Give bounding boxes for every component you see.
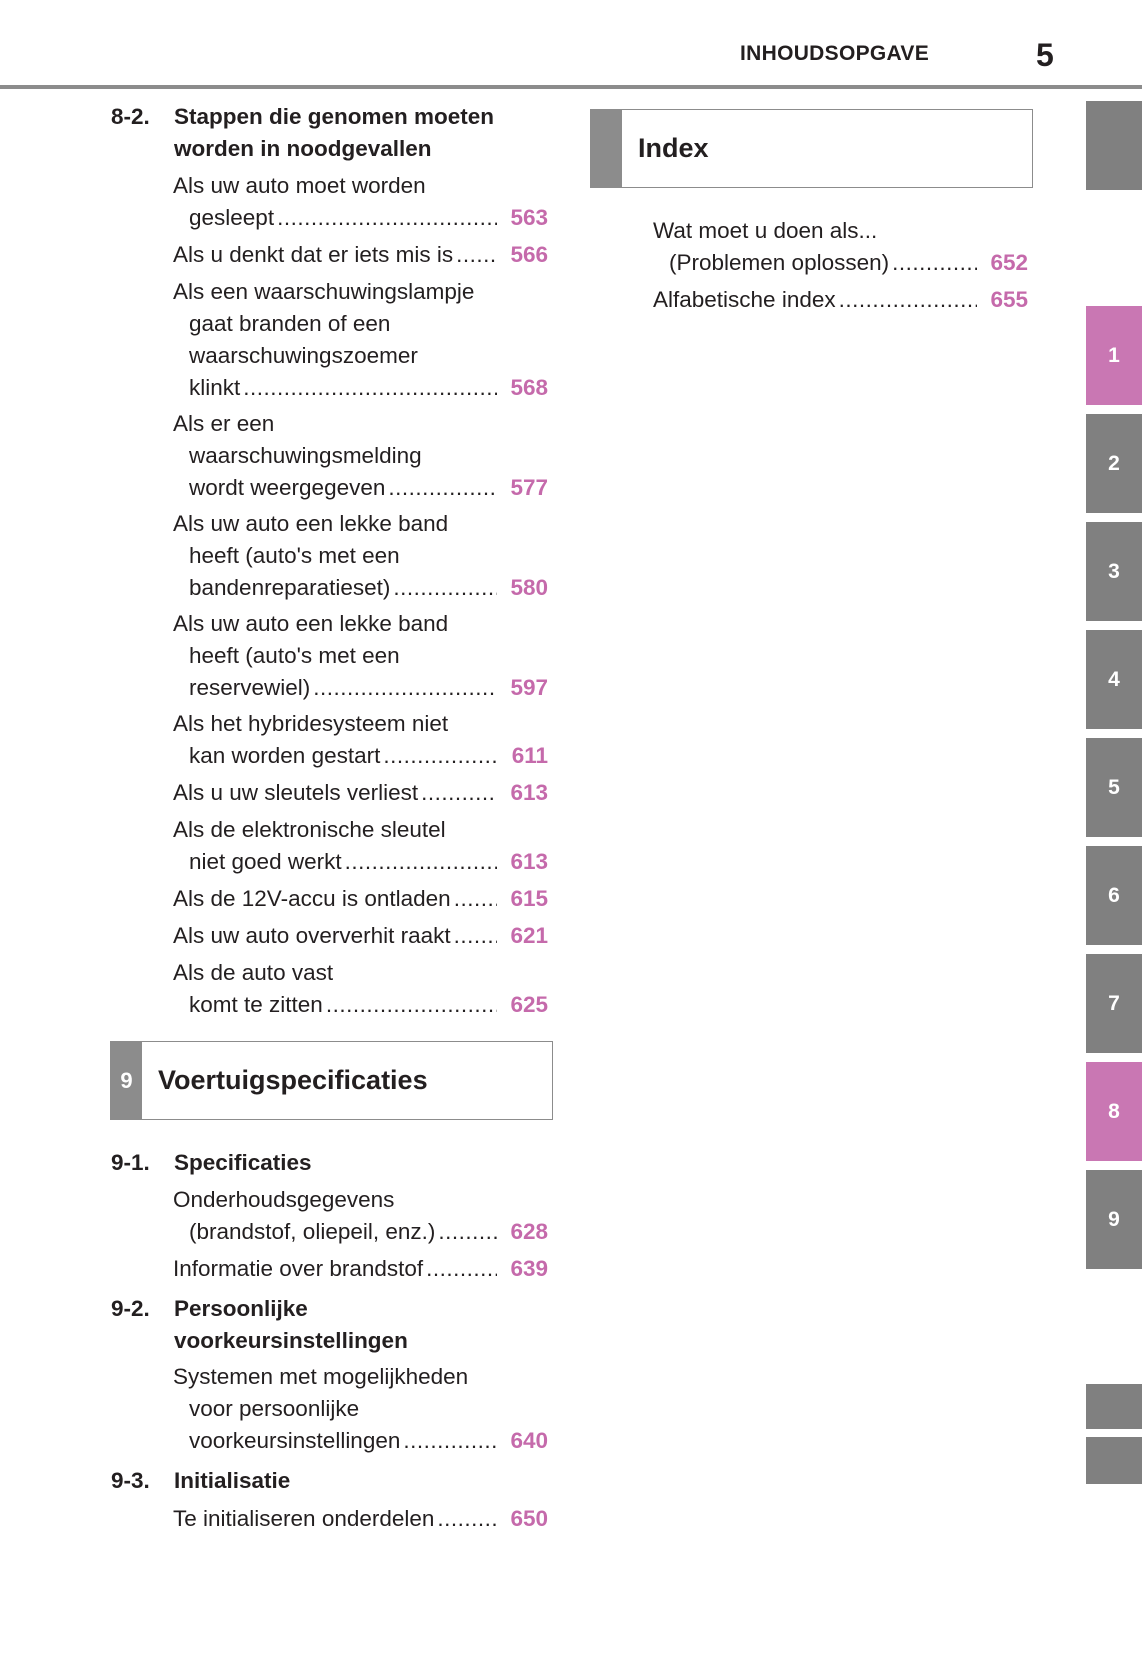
- dot-leader: [437, 1503, 497, 1535]
- entry-text: reservewiel): [189, 675, 311, 700]
- entry-text: Als u denkt dat er iets mis is: [173, 242, 454, 267]
- entry-text: (Problemen oplossen): [669, 250, 890, 275]
- section-heading-9-3[interactable]: [111, 1465, 561, 1497]
- chapter-number: 9: [111, 1042, 142, 1119]
- entry-text: Als de 12V-accu is ontladen: [173, 886, 451, 911]
- page-ref[interactable]: 652: [990, 250, 1028, 275]
- entry-text: (brandstof, oliepeil, enz.): [189, 1219, 436, 1244]
- entry-text: Als een waarschuwingslampje: [173, 279, 475, 304]
- header-rule: [0, 85, 1142, 89]
- dot-leader: [243, 372, 497, 404]
- entry-text: wordt weergegeven: [189, 475, 386, 500]
- dot-leader: [454, 883, 497, 915]
- entry-text: Informatie over brandstof: [173, 1256, 424, 1281]
- side-tab-3[interactable]: 3: [1086, 522, 1142, 621]
- toc-entry[interactable]: [173, 920, 548, 952]
- entry-text: bandenreparatieset): [189, 575, 391, 600]
- side-tab-index-1[interactable]: [1086, 1384, 1142, 1429]
- page-ref[interactable]: 597: [510, 675, 548, 700]
- entry-text: waarschuwingszoemer: [189, 343, 418, 368]
- dot-leader: [421, 777, 497, 809]
- toc-entry[interactable]: [173, 814, 548, 878]
- page-ref[interactable]: 613: [510, 780, 548, 805]
- page-ref[interactable]: 650: [510, 1506, 548, 1531]
- index-title: Index: [638, 133, 709, 163]
- toc-entry[interactable]: [173, 708, 548, 772]
- toc-entry[interactable]: [653, 215, 1028, 279]
- index-box-bar: [591, 110, 622, 187]
- toc-entry[interactable]: [173, 1361, 548, 1457]
- side-tab-4[interactable]: 4: [1086, 630, 1142, 729]
- page-ref[interactable]: 577: [510, 475, 548, 500]
- side-tab-8[interactable]: 8: [1086, 1062, 1142, 1161]
- toc-entry[interactable]: [173, 408, 548, 504]
- toc-entry[interactable]: [173, 1253, 548, 1285]
- toc-entry[interactable]: [173, 1503, 548, 1535]
- toc-entry[interactable]: [173, 239, 548, 271]
- section-number: 9-1.: [111, 1150, 150, 1175]
- entry-text: Onderhoudsgegevens: [173, 1187, 395, 1212]
- entry-text: Als uw auto een lekke band: [173, 511, 449, 536]
- page-ref[interactable]: 566: [510, 242, 548, 267]
- section-title: Persoonlijke voorkeursinstellingen: [174, 1296, 408, 1353]
- dot-leader: [426, 1253, 497, 1285]
- chapter-title: Voertuigspecificaties: [158, 1065, 428, 1095]
- side-tab-2[interactable]: 2: [1086, 414, 1142, 513]
- entry-text: waarschuwingsmelding: [189, 443, 422, 468]
- side-tab-5[interactable]: 5: [1086, 738, 1142, 837]
- dot-leader: [454, 920, 497, 952]
- dot-leader: [326, 989, 497, 1021]
- dot-leader: [313, 672, 497, 704]
- entry-text: Als uw auto een lekke band: [173, 611, 449, 636]
- toc-entry[interactable]: [173, 957, 548, 1021]
- entry-text: Te initialiseren onderdelen: [173, 1506, 435, 1531]
- dot-leader: [277, 202, 497, 234]
- dot-leader: [438, 1216, 497, 1248]
- dot-leader: [403, 1425, 497, 1457]
- section-heading-9-1[interactable]: [111, 1147, 561, 1179]
- entry-text: gaat branden of een: [189, 311, 391, 336]
- toc-entry[interactable]: [173, 608, 548, 704]
- page-ref[interactable]: 568: [510, 375, 548, 400]
- toc-entry[interactable]: [173, 777, 548, 809]
- page-ref[interactable]: 640: [510, 1428, 548, 1453]
- entry-text: Als de auto vast: [173, 960, 334, 985]
- entry-text: komt te zitten: [189, 992, 323, 1017]
- section-title: Stappen die genomen moeten worden in noodgevallen: [174, 104, 495, 161]
- side-tab-7[interactable]: 7: [1086, 954, 1142, 1053]
- entry-text: Als u uw sleutels verliest: [173, 780, 419, 805]
- entry-text: Als er een: [173, 411, 275, 436]
- page-ref[interactable]: 613: [510, 849, 548, 874]
- page-ref[interactable]: 621: [510, 923, 548, 948]
- dot-leader: [345, 846, 497, 878]
- page-ref[interactable]: 615: [510, 886, 548, 911]
- entry-text: heeft (auto's met een: [189, 543, 400, 568]
- running-header: INHOUDSOPGAVE: [740, 42, 930, 65]
- toc-entry[interactable]: [173, 170, 548, 234]
- dot-leader: [388, 472, 497, 504]
- entry-text: niet goed werkt: [189, 849, 342, 874]
- entry-text: voor persoonlijke: [189, 1396, 360, 1421]
- side-tab-contents[interactable]: [1086, 101, 1142, 190]
- section-title: Specificaties: [174, 1150, 312, 1175]
- side-tab-1[interactable]: 1: [1086, 306, 1142, 405]
- side-tab-6[interactable]: 6: [1086, 846, 1142, 945]
- dot-leader: [393, 572, 497, 604]
- entry-text: Als uw auto moet worden: [173, 173, 426, 198]
- dot-leader: [839, 284, 977, 316]
- entry-text: Als het hybridesysteem niet: [173, 711, 449, 736]
- entry-text: Alfabetische index: [653, 287, 836, 312]
- page-ref[interactable]: 563: [510, 205, 548, 230]
- toc-entry[interactable]: [173, 508, 548, 604]
- toc-entry[interactable]: [173, 1184, 548, 1248]
- section-heading-8-2[interactable]: [111, 101, 561, 165]
- page-ref[interactable]: 628: [510, 1219, 548, 1244]
- page-ref[interactable]: 611: [511, 743, 548, 768]
- page-ref[interactable]: 655: [990, 287, 1028, 312]
- entry-text: voorkeursinstellingen: [189, 1428, 401, 1453]
- section-number: 8-2.: [111, 104, 150, 129]
- page-ref[interactable]: 639: [510, 1256, 548, 1281]
- side-tab-9[interactable]: 9: [1086, 1170, 1142, 1269]
- section-number: 9-3.: [111, 1468, 150, 1493]
- entry-text: heeft (auto's met een: [189, 643, 400, 668]
- dot-leader: [892, 247, 977, 279]
- entry-text: gesleept: [189, 205, 275, 230]
- entry-text: klinkt: [189, 375, 241, 400]
- entry-text: Wat moet u doen als...: [653, 218, 878, 243]
- dot-leader: [383, 740, 497, 772]
- toc-entry[interactable]: [173, 276, 548, 404]
- page-ref[interactable]: 625: [510, 992, 548, 1017]
- dot-leader: [456, 239, 497, 271]
- entry-text: Als uw auto oververhit raakt: [173, 923, 451, 948]
- toc-entry[interactable]: [173, 883, 548, 915]
- entry-text: Systemen met mogelijkheden: [173, 1364, 469, 1389]
- page-ref[interactable]: 580: [510, 575, 548, 600]
- section-number: 9-2.: [111, 1296, 150, 1321]
- entry-text: Als de elektronische sleutel: [173, 817, 446, 842]
- page-number: 5: [1036, 37, 1054, 73]
- entry-text: kan worden gestart: [189, 743, 381, 768]
- toc-entry[interactable]: [653, 284, 1028, 316]
- chapter-9-box[interactable]: [110, 1041, 553, 1120]
- section-heading-9-2[interactable]: [111, 1293, 561, 1357]
- side-tab-index-2[interactable]: [1086, 1437, 1142, 1484]
- index-box[interactable]: [590, 109, 1033, 188]
- section-title: Initialisatie: [174, 1468, 291, 1493]
